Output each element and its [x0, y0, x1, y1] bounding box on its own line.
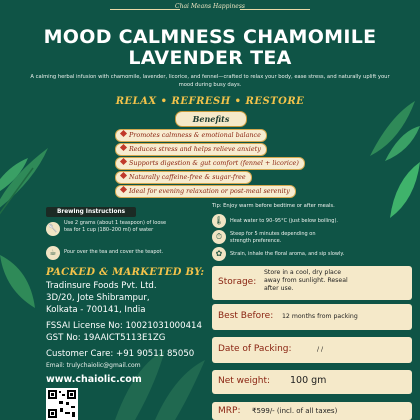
address-line1: 3D/20, Jote Shibrampur, [46, 293, 150, 303]
date-of-packing-card [212, 337, 412, 363]
diamond-bullet-icon [120, 186, 127, 193]
thermometer-icon: 🌡 [212, 214, 226, 228]
qr-code-icon [46, 388, 78, 420]
diamond-bullet-icon [120, 172, 127, 179]
brewing-step-3: Heat water to 90–95°C (just below boiling). [230, 218, 339, 224]
mrp-value: ₹599/- (incl. of all taxes) [252, 407, 338, 415]
brewing-step-1: Use 2 grams (about 1 teaspoon) of loose tea for 1 cup (180–200 ml) of water [64, 220, 167, 233]
product-title-line2: LAVENDER TEA [128, 47, 292, 69]
brewing-heading: Brewing Instructions [46, 207, 136, 217]
teapot-icon: ☕ [46, 246, 60, 260]
product-tagline: RELAX • REFRESH • RESTORE [115, 96, 305, 107]
company-name: Tradinsure Foods Pvt. Ltd. [46, 281, 157, 291]
net-weight-value: 100 gm [290, 375, 327, 386]
product-description: A calming herbal infusion with chamomile, lavender, licorice, and fennel—crafted to relax your body, ease stress, and naturally uplift your mood during busy days. [30, 74, 390, 88]
storage-value: Store in a cool, dry place away from sunlight. Reseal after use. [264, 269, 348, 292]
mrp-card [212, 402, 412, 420]
flower-icon: ✿ [212, 247, 226, 261]
storage-card [212, 266, 412, 300]
brand-tagline: Chai Means Happiness [175, 3, 245, 10]
storage-label: Storage: [218, 277, 257, 287]
best-before-card [212, 304, 412, 330]
diamond-bullet-icon [120, 144, 127, 151]
gst-number: GST No: 19AAICT5113E1ZG [46, 333, 166, 343]
leaf-decoration-icon [0, 250, 40, 310]
leaf-decoration-icon [380, 160, 420, 220]
net-weight-label: Net weight: [218, 376, 271, 386]
benefits-heading: Benefits [175, 111, 247, 127]
diamond-bullet-icon [120, 158, 127, 165]
leaf-decoration-icon [0, 138, 58, 218]
benefit-item: Supports digestion & gut comfort (fennel + licorice) [115, 157, 305, 170]
website-link[interactable]: www.chaiolic.com [46, 374, 142, 385]
brewing-step-4: Steep for 5 minutes depending on strength preference. [230, 231, 316, 244]
packed-by-heading: PACKED & MARKETED BY: [46, 267, 205, 278]
benefit-item: Naturally caffeine-free & sugar-free [115, 171, 252, 184]
net-weight-card [212, 370, 412, 394]
timer-icon: ⏱ [212, 230, 226, 244]
best-before-value: 12 months from packing [282, 313, 358, 320]
product-title-line1: MOOD CALMNESS CHAMOMILE [43, 26, 377, 48]
date-of-packing-label: Date of Packing: [218, 344, 292, 354]
customer-care: Customer Care: +91 90511 85050 [46, 349, 195, 359]
mrp-label: MRP: [218, 406, 241, 416]
email: Email: trulychaiolic@gmail.com [46, 362, 141, 369]
brewing-step-2: Pour over the tea and cover the teapot. [64, 249, 164, 255]
address-line2: Kolkata - 700141, India [46, 305, 146, 315]
brewing-tip: Tip: Enjoy warm before bedtime or after meals. [212, 203, 335, 209]
diamond-bullet-icon [120, 130, 127, 137]
benefit-item: Ideal for evening relaxation or post-meal serenity [115, 185, 296, 198]
spoon-icon: 🥄 [46, 222, 60, 236]
date-of-packing-value: / / [317, 346, 324, 353]
benefit-item: Promotes calmness & emotional balance [115, 129, 267, 142]
benefit-item: Reduces stress and helps relieve anxiety [115, 143, 267, 156]
best-before-label: Best Before: [218, 311, 274, 321]
brewing-step-5: Strain, inhale the floral aroma, and sip slowly. [230, 251, 345, 257]
fssai-license: FSSAI License No: 10021031000414 [46, 321, 202, 331]
brand-strip [0, 0, 420, 20]
